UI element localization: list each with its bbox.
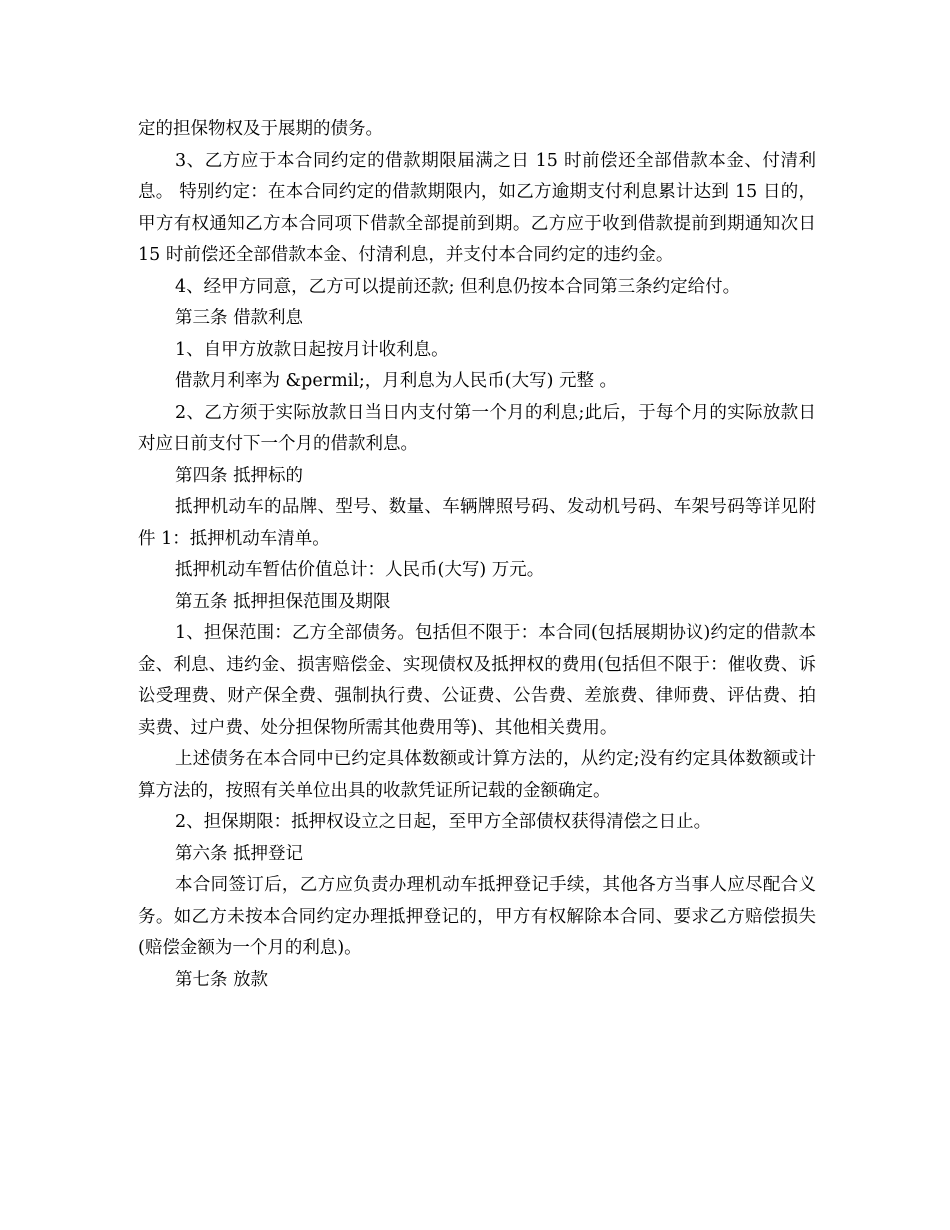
- document-body: [138, 114, 816, 996]
- paragraph-collateral-value: 抵押机动车暂估价值总计：人民币(大写) 万元。: [175, 560, 545, 580]
- section-heading-article-5: 第五条 抵押担保范围及期限: [175, 591, 391, 612]
- paragraph-monthly-rate: 借款月利率为 &permil;，月利息为人民币(大写) 元整 。: [175, 371, 618, 391]
- section-heading-article-6: 第六条 抵押登记: [175, 843, 304, 864]
- section-heading-article-3: 第三条 借款利息: [175, 308, 304, 328]
- paragraph-clause-3-2: 2、乙方须于实际放款日当日内支付第一个月的利息;此后，于每个月的实际放款日对应日前支付下一个月的借款利息。: [138, 402, 816, 454]
- paragraph-clause-5-1: 1、担保范围：乙方全部债务。包括但不限于：本合同(包括展期协议)约定的借款本金、利息、违约金、损害赔偿金、实现债权及抵押权的费用(包括但不限于：催收费、诉讼受理费、财产保全费、强制执行费、公证费、公告费、差旅费、律师费、评估费、拍卖费、过户费、处分担保物所需其他费用等)、其他相关费用。: [138, 623, 816, 738]
- section-heading-article-4: 第四条 抵押标的: [175, 465, 304, 486]
- paragraph-continuation: 定的担保物权及于展期的债务。: [138, 119, 383, 139]
- section-heading-article-7: 第七条 放款: [175, 969, 269, 990]
- paragraph-debt-amount: 上述债务在本合同中已约定具体数额或计算方法的，从约定;没有约定具体数额或计算方法的，按照有关单位出具的收款凭证所记载的金额确定。: [138, 749, 816, 801]
- paragraph-clause-2-4: 4、经甲方同意，乙方可以提前还款; 但利息仍按本合同第三条约定给付。: [175, 276, 741, 297]
- paragraph-clause-2-3: 3、乙方应于本合同约定的借款期限届满之日 15 时前偿还全部借款本金、付清利息。 特别约定：在本合同约定的借款期限内，如乙方逾期支付利息累计达到 15 日的，甲方有权通知乙方本合同项下借款全部提前到期。乙方应于收到借款提前到期通知次日 15 时前偿还全部借款本金、付清利息，并支付本合同约定的违约金。: [138, 150, 816, 265]
- paragraph-clause-5-2: 2、担保期限：抵押权设立之日起，至甲方全部债权获得清偿之日止。: [175, 812, 712, 832]
- paragraph-collateral-details: 抵押机动车的品牌、型号、数量、车辆牌照号码、发动机号码、车架号码等详见附件 1：抵押机动车清单。: [138, 497, 816, 549]
- paragraph-clause-3-1: 1、自甲方放款日起按月计收利息。: [175, 339, 449, 360]
- paragraph-mortgage-registration: 本合同签订后，乙方应负责办理机动车抵押登记手续，其他各方当事人应尽配合义务。如乙方未按本合同约定办理抵押登记的，甲方有权解除本合同、要求乙方赔偿损失(赔偿金额为一个月的利息)。: [138, 875, 816, 958]
